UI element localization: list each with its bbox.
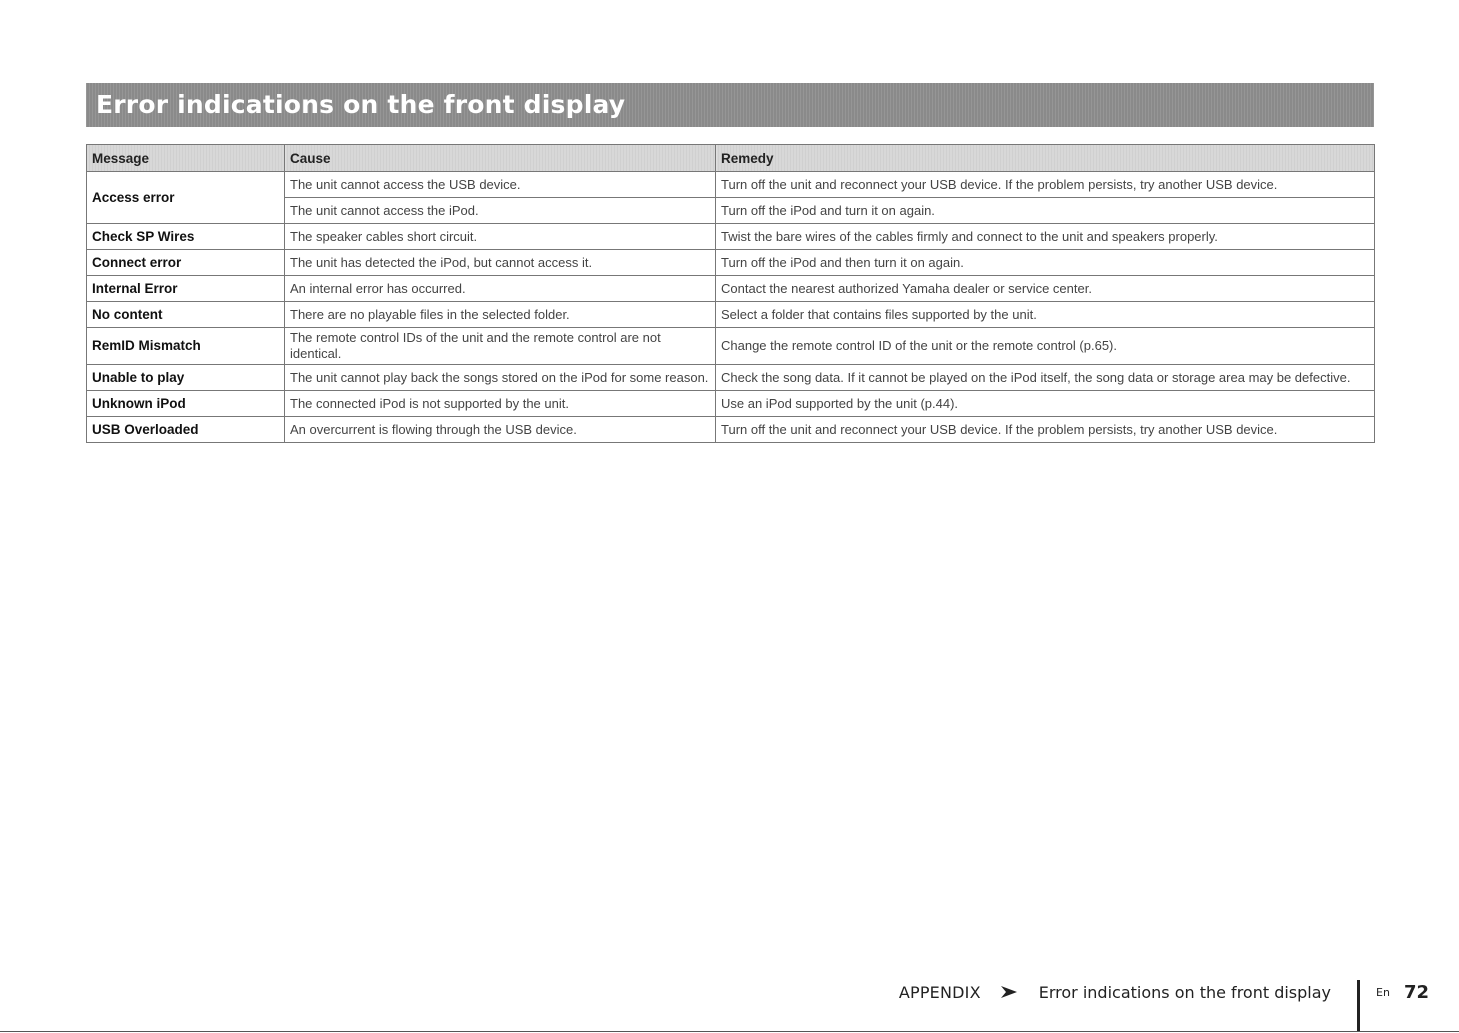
footer-divider: [1357, 980, 1360, 1032]
header-message: Message: [87, 145, 285, 172]
cause-cell: The unit cannot access the USB device.: [285, 172, 716, 198]
message-cell: Unknown iPod: [87, 391, 285, 417]
remedy-cell: Twist the bare wires of the cables firmly and connect to the unit and speakers properly.: [716, 224, 1375, 250]
footer-language: En: [1376, 985, 1390, 999]
title-bar: [86, 83, 1374, 127]
cause-cell: The speaker cables short circuit.: [285, 224, 716, 250]
message-cell: No content: [87, 302, 285, 328]
table-row: [87, 417, 1375, 443]
page-footer: [899, 980, 1429, 1004]
table-header-row: [87, 145, 1375, 172]
arrow-right-icon: [1001, 986, 1017, 998]
message-cell: RemID Mismatch: [87, 328, 285, 365]
remedy-cell: Select a folder that contains files supported by the unit.: [716, 302, 1375, 328]
remedy-cell: Check the song data. If it cannot be played on the iPod itself, the song data or storage area may be defective.: [716, 365, 1375, 391]
remedy-cell: Turn off the iPod and then turn it on again.: [716, 250, 1375, 276]
remedy-cell: Use an iPod supported by the unit (p.44).: [716, 391, 1375, 417]
message-cell: USB Overloaded: [87, 417, 285, 443]
footer-section: APPENDIX: [898, 982, 981, 1002]
message-cell: Connect error: [87, 250, 285, 276]
table-row: [87, 224, 1375, 250]
remedy-cell: Contact the nearest authorized Yamaha dealer or service center.: [716, 276, 1375, 302]
table-row: [87, 276, 1375, 302]
cause-cell: The unit cannot play back the songs stored on the iPod for some reason.: [285, 365, 716, 391]
table-row: [87, 391, 1375, 417]
message-cell: Internal Error: [87, 276, 285, 302]
message-cell: Unable to play: [87, 365, 285, 391]
remedy-cell: Turn off the unit and reconnect your USB device. If the problem persists, try another USB device.: [716, 172, 1375, 198]
remedy-cell: Change the remote control ID of the unit or the remote control (p.65).: [716, 328, 1375, 365]
cause-cell: An internal error has occurred.: [285, 276, 716, 302]
cause-cell: An overcurrent is flowing through the USB device.: [285, 417, 716, 443]
footer-page-title: Error indications on the front display: [1038, 982, 1332, 1002]
table-row: [87, 302, 1375, 328]
remedy-cell: Turn off the unit and reconnect your USB device. If the problem persists, try another USB device.: [716, 417, 1375, 443]
table-row: [87, 365, 1375, 391]
error-table: [86, 144, 1375, 443]
cause-cell: The remote control IDs of the unit and the remote control are not identical.: [285, 328, 716, 365]
header-cause: Cause: [285, 145, 716, 172]
table-row: [87, 250, 1375, 276]
page-title: Error indications on the front display: [96, 90, 626, 119]
remedy-cell: Turn off the iPod and turn it on again.: [716, 198, 1375, 224]
cause-cell: The unit cannot access the iPod.: [285, 198, 716, 224]
cause-cell: The unit has detected the iPod, but cannot access it.: [285, 250, 716, 276]
header-remedy: Remedy: [716, 145, 1375, 172]
message-cell: Access error: [87, 172, 285, 224]
table-row: [87, 172, 1375, 198]
table-row: [87, 328, 1375, 365]
cause-cell: There are no playable files in the selected folder.: [285, 302, 716, 328]
bottom-rule: [0, 1031, 1459, 1032]
cause-cell: The connected iPod is not supported by the unit.: [285, 391, 716, 417]
page-number: 72: [1403, 981, 1429, 1003]
message-cell: Check SP Wires: [87, 224, 285, 250]
